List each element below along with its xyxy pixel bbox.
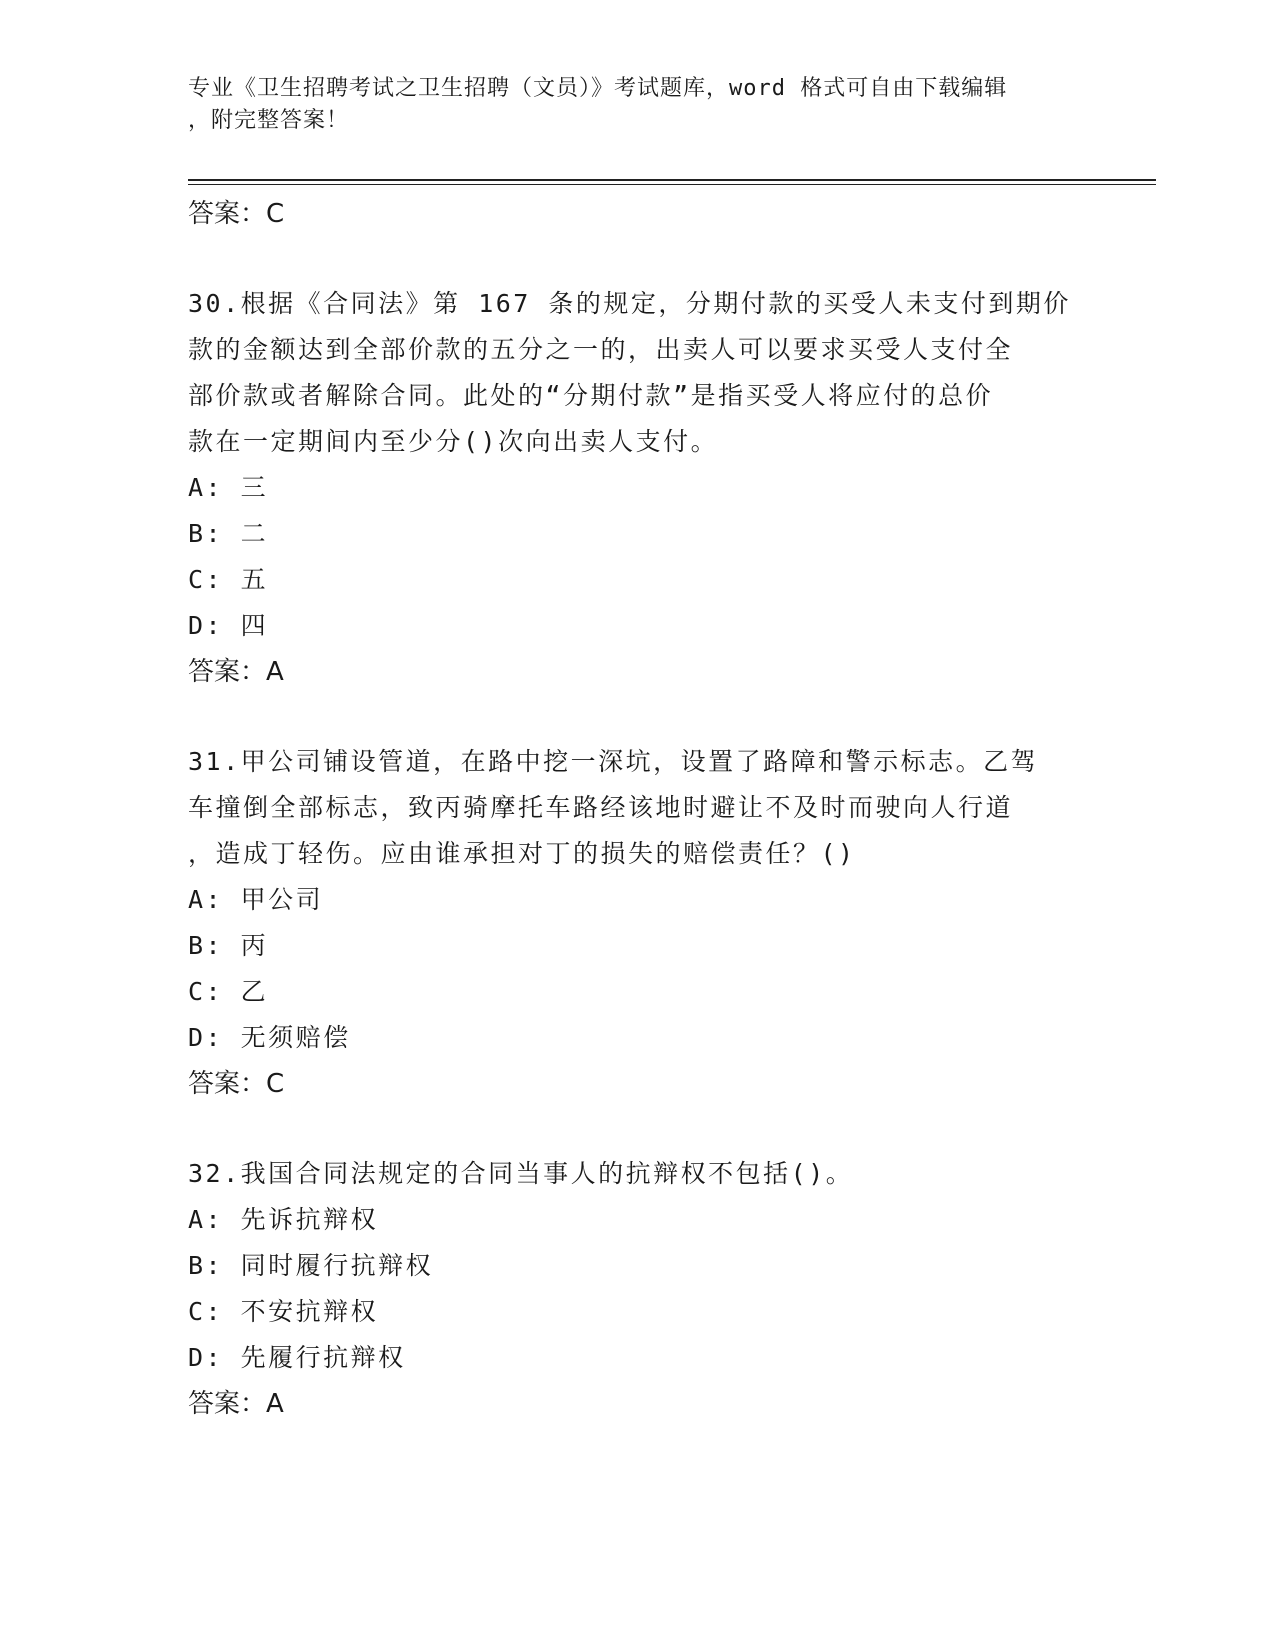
question-stem: 31.甲公司铺设管道，在路中挖一深坑，设置了路障和警示标志。乙驾 [188,747,1039,776]
question-stem: 车撞倒全部标志，致丙骑摩托车路经该地时避让不及时而驶向人行道 [188,793,1014,822]
answer-line: 答案：A [188,1389,284,1419]
option-b: B: 丙 [188,931,269,960]
header-line-2: ，附完整答案！ [188,108,350,133]
document-header [188,73,1078,137]
option-b: B: 同时履行抗辩权 [188,1251,434,1280]
question-stem: 30.根据《合同法》第 167 条的规定，分期付款的买受人未支付到期价 [188,289,1071,318]
question-list [188,191,1088,1427]
option-a: A: 先诉抗辩权 [188,1205,379,1234]
option-d: D: 四 [188,611,269,640]
option-a: A: 三 [188,473,269,502]
question-stem: 款的金额达到全部价款的五分之一的，出卖人可以要求买受人支付全 [188,335,1014,364]
question-stem: 款在一定期间内至少分()次向出卖人支付。 [188,427,719,456]
question-stem: ，造成丁轻伤。应由谁承担对丁的损失的赔偿责任？() [188,839,856,868]
header-rule-thin [188,184,1156,185]
answer-line: 答案：A [188,657,284,687]
spacer [188,1107,1088,1151]
question-stem: 部价款或者解除合同。此处的“分期付款”是指买受人将应付的总价 [188,381,994,410]
option-b: B: 二 [188,519,269,548]
previous-answer: 答案：C [188,199,285,229]
question-stem: 32.我国合同法规定的合同当事人的抗辩权不包括()。 [188,1159,854,1188]
option-d: D: 无须赔偿 [188,1023,351,1052]
spacer [188,237,1088,281]
option-d: D: 先履行抗辩权 [188,1343,406,1372]
option-c: C: 乙 [188,977,269,1006]
question-32 [188,1151,1088,1427]
question-31 [188,739,1088,1107]
option-c: C: 五 [188,565,269,594]
answer-line: 答案：C [188,1069,285,1099]
header-rule-thick [188,179,1156,181]
question-30 [188,281,1088,695]
spacer [188,695,1088,739]
header-line-1: 专业《卫生招聘考试之卫生招聘（文员）》考试题库，word 格式可自由下载编辑 [188,76,1008,101]
option-c: C: 不安抗辩权 [188,1297,379,1326]
option-a: A: 甲公司 [188,885,324,914]
